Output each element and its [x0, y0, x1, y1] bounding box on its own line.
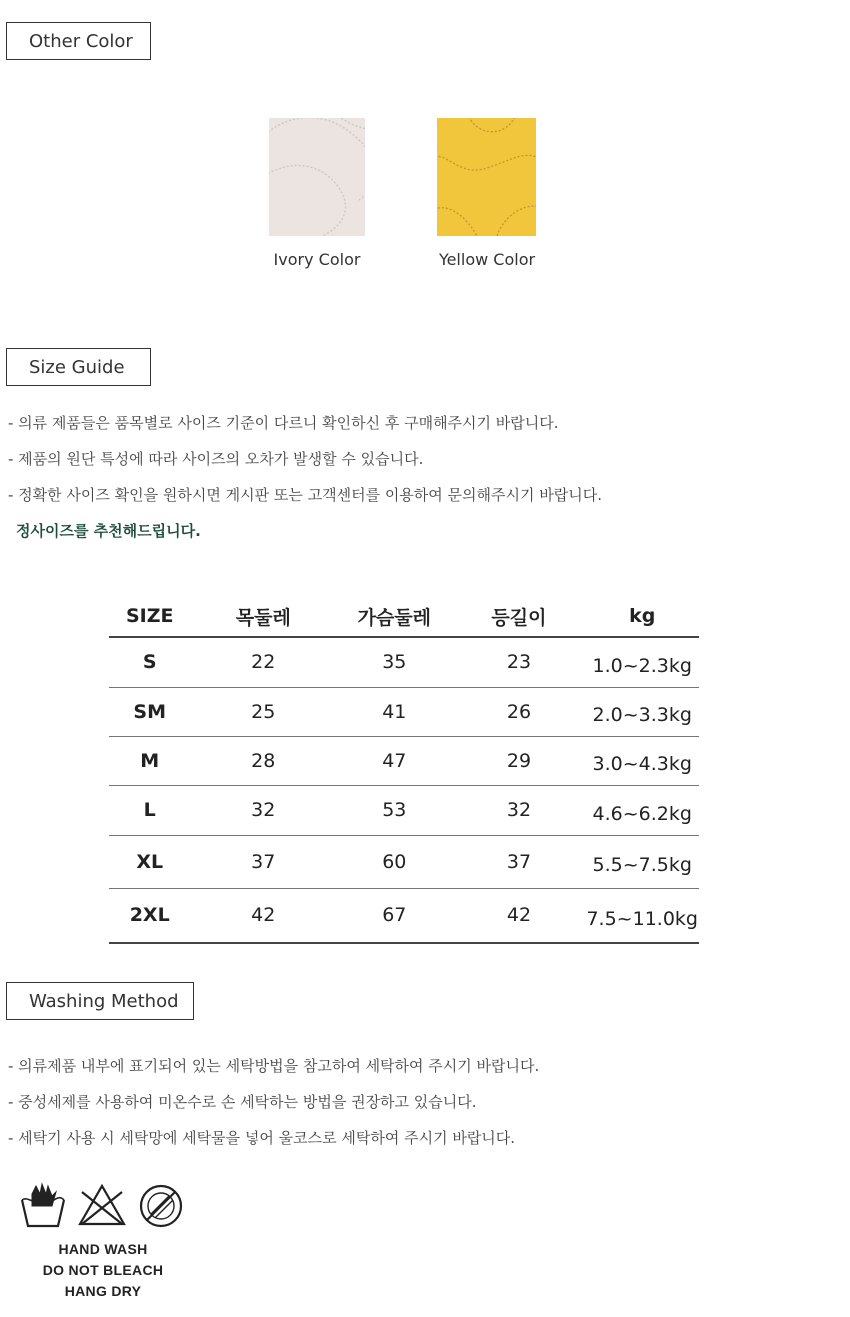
do-not-bleach-icon	[80, 1186, 124, 1224]
cell-back-length: 37	[452, 835, 585, 888]
swatch-fill	[269, 118, 365, 236]
table-row	[109, 888, 699, 943]
table-row	[109, 736, 699, 785]
cell-size: 2XL	[109, 888, 190, 943]
cell-chest: 47	[336, 736, 452, 785]
cell-kg: 1.0~2.3kg	[585, 637, 699, 687]
size-note: - 정확한 사이즈 확인을 원하시면 게시판 또는 고객센터를 이용하여 문의해주시기 바랍니다.	[8, 486, 602, 504]
cell-kg: 5.5~7.5kg	[585, 835, 699, 888]
header-back-length: 등길이	[452, 596, 585, 637]
care-label-text: HAND WASH	[58, 1241, 148, 1257]
cell-back-length: 23	[452, 637, 585, 687]
cell-chest: 35	[336, 637, 452, 687]
ivory-color-label: Ivory Color	[273, 250, 361, 269]
size-note: - 의류 제품들은 품목별로 사이즈 기준이 다르니 확인하신 후 구매해주시기 바랍니다.	[8, 414, 559, 432]
cell-size: XL	[109, 835, 190, 888]
yellow-color-label: Yellow Color	[438, 250, 536, 269]
header-neck: 목둘레	[190, 596, 336, 637]
care-label-text: HANG DRY	[64, 1283, 142, 1299]
size-table	[109, 596, 699, 944]
size-guide-heading: Size Guide	[6, 348, 151, 386]
cell-kg: 3.0~4.3kg	[585, 736, 699, 785]
washing-method-heading: Washing Method	[6, 982, 194, 1020]
table-row	[109, 835, 699, 888]
size-note: - 제품의 원단 특성에 따라 사이즈의 오차가 발생할 수 있습니다.	[8, 450, 424, 468]
cell-size: L	[109, 785, 190, 835]
other-color-heading: Other Color	[6, 22, 151, 60]
size-recommendation: 정사이즈를 추천해드립니다.	[16, 522, 201, 540]
washing-note: - 의류제품 내부에 표기되어 있는 세탁방법을 참고하여 세탁하여 주시기 바랍니다.	[8, 1057, 540, 1075]
cell-back-length: 29	[452, 736, 585, 785]
washing-note: - 중성세제를 사용하여 미온수로 손 세탁하는 방법을 권장하고 있습니다.	[8, 1093, 477, 1111]
hand-wash-icon	[22, 1184, 64, 1226]
table-row	[109, 687, 699, 736]
table-row	[109, 637, 699, 687]
cell-neck: 37	[190, 835, 336, 888]
cell-kg: 2.0~3.3kg	[585, 687, 699, 736]
size-table-header	[109, 596, 699, 637]
header-kg: kg	[585, 596, 699, 637]
swatch-fill	[437, 118, 536, 236]
ivory-color-swatch[interactable]	[269, 118, 365, 236]
care-label-text: DO NOT BLEACH	[42, 1262, 164, 1278]
cell-neck: 32	[190, 785, 336, 835]
header-size: SIZE	[109, 596, 190, 637]
cell-kg: 4.6~6.2kg	[585, 785, 699, 835]
cell-neck: 25	[190, 687, 336, 736]
do-not-tumble-dry-icon	[141, 1186, 181, 1226]
table-row	[109, 785, 699, 835]
cell-size: S	[109, 637, 190, 687]
cell-chest: 53	[336, 785, 452, 835]
cell-back-length: 26	[452, 687, 585, 736]
cell-chest: 67	[336, 888, 452, 943]
cell-size: M	[109, 736, 190, 785]
cell-size: SM	[109, 687, 190, 736]
cell-kg: 7.5~11.0kg	[585, 888, 699, 943]
cell-chest: 41	[336, 687, 452, 736]
cell-chest: 60	[336, 835, 452, 888]
yellow-color-swatch[interactable]	[437, 118, 536, 236]
cell-neck: 28	[190, 736, 336, 785]
cell-neck: 22	[190, 637, 336, 687]
cell-back-length: 42	[452, 888, 585, 943]
cell-back-length: 32	[452, 785, 585, 835]
washing-note: - 세탁기 사용 시 세탁망에 세탁물을 넣어 울코스로 세탁하여 주시기 바랍니다.	[8, 1129, 516, 1147]
cell-neck: 42	[190, 888, 336, 943]
header-chest: 가슴둘레	[336, 596, 452, 637]
